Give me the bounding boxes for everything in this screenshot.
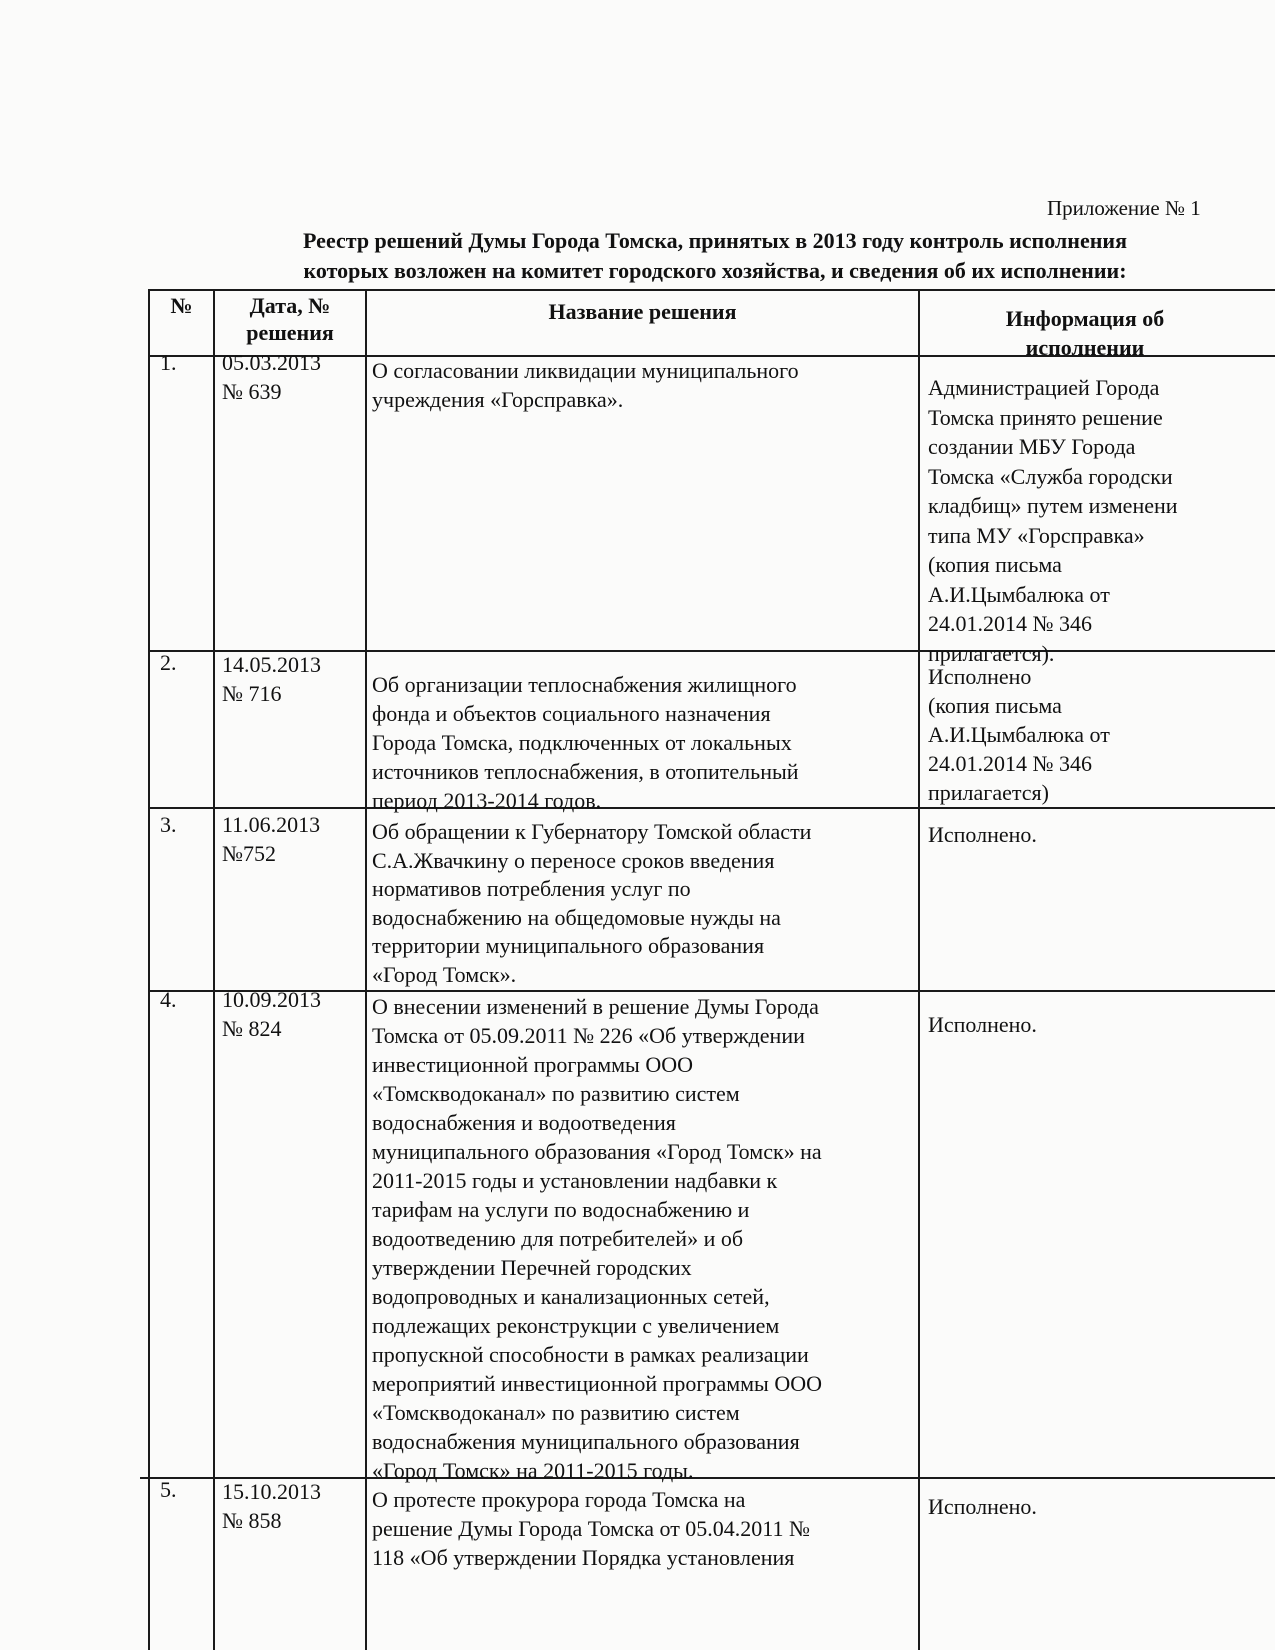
column-divider xyxy=(365,289,367,1650)
cell-num: 4. xyxy=(160,987,177,1012)
name-line: нормативов потребления услуг по xyxy=(372,876,691,901)
name-line: источников теплоснабжения, в отопительный xyxy=(372,759,799,784)
name-line: водоснабжения и водоотведения xyxy=(372,1110,676,1135)
name-line: Об организации теплоснабжения жилищного xyxy=(372,672,797,697)
cell-num: 5. xyxy=(160,1477,177,1502)
header-date-line: решения xyxy=(246,320,334,345)
name-line: С.А.Жвачкину о переносе сроков введения xyxy=(372,847,775,873)
header-info xyxy=(920,304,1250,362)
date-line: № 639 xyxy=(222,379,282,404)
name-line: водопроводных и канализационных сетей, xyxy=(372,1284,770,1309)
name-line: муниципального образования «Город Томск» на xyxy=(372,1139,822,1164)
cell-date xyxy=(222,348,362,406)
info-line: (копия письма xyxy=(928,693,1062,718)
info-line: А.И.Цымбалюка от xyxy=(928,581,1110,607)
date-line: № 858 xyxy=(222,1508,282,1533)
date-line: 10.09.2013 xyxy=(222,987,321,1012)
header-num: № xyxy=(170,293,193,318)
name-line: пропускной способности в рамках реализации xyxy=(372,1342,809,1367)
date-line: №752 xyxy=(222,841,276,866)
name-line: Томска от 05.09.2011 № 226 «Об утверждении xyxy=(372,1023,805,1048)
name-line: подлежащих реконструкции с увеличением xyxy=(372,1313,780,1338)
document-title xyxy=(150,226,1275,286)
header-info-line: Информация об xyxy=(1005,306,1165,331)
info-line: типа МУ «Горсправка» xyxy=(928,522,1145,548)
name-line: утверждении Перечней городских xyxy=(372,1255,692,1280)
info-line: Исполнено. xyxy=(928,1494,1037,1519)
name-line: «Город Томск» на 2011-2015 годы. xyxy=(372,1458,694,1483)
cell-info xyxy=(928,820,1275,849)
cell-date xyxy=(222,810,362,868)
cell-name xyxy=(372,356,912,414)
info-line: (копия письма xyxy=(928,552,1062,577)
cell-info xyxy=(928,1492,1275,1521)
info-line: кладбищ» путем изменени xyxy=(928,493,1178,518)
info-line: прилагается) xyxy=(928,780,1049,805)
date-line: 15.10.2013 xyxy=(222,1479,321,1504)
info-line: Томска принято решение xyxy=(928,404,1163,430)
info-line: создании МБУ Города xyxy=(928,434,1136,459)
name-line: «Томскводоканал» по развитию систем xyxy=(372,1081,740,1106)
name-line: О протесте прокурора города Томска на xyxy=(372,1487,746,1512)
header-info-line: исполнении xyxy=(1025,335,1145,360)
name-line: инвестиционной программы ООО xyxy=(372,1052,693,1077)
column-divider xyxy=(213,289,215,1650)
name-line: территории муниципального образования xyxy=(372,933,765,958)
column-divider xyxy=(148,289,150,1650)
name-line: водоснабжения муниципального образования xyxy=(372,1429,800,1454)
info-line: 24.01.2014 № 346 xyxy=(928,611,1092,636)
cell-name xyxy=(372,818,912,989)
name-line: Города Томска, подключенных от локальных xyxy=(372,730,792,755)
name-line: «Томскводоканал» по развитию систем xyxy=(372,1400,740,1425)
info-line: Исполнено xyxy=(928,664,1032,689)
name-line: 118 «Об утверждении Порядка установления xyxy=(372,1545,795,1570)
cell-date xyxy=(222,1477,362,1535)
column-divider xyxy=(918,289,920,1650)
name-line: О согласовании ликвидации муниципального xyxy=(372,358,799,383)
date-line: № 716 xyxy=(222,681,282,706)
info-line: Исполнено. xyxy=(928,822,1037,847)
header-date xyxy=(215,292,365,346)
cell-name xyxy=(372,992,912,1485)
name-line: О внесении изменений в решение Думы Города xyxy=(372,994,819,1019)
cell-num: 2. xyxy=(160,650,177,675)
name-line: период 2013-2014 годов. xyxy=(372,788,602,813)
name-line: решение Думы Города Томска от 05.04.2011 № xyxy=(372,1516,810,1541)
date-line: № 824 xyxy=(222,1016,282,1041)
name-line: мероприятий инвестиционной программы ООО xyxy=(372,1371,823,1396)
name-line: тарифам на услуги по водоснабжению и xyxy=(372,1197,750,1222)
date-line: 05.03.2013 xyxy=(222,350,321,375)
cell-info xyxy=(928,662,1275,807)
info-line: Томска «Служба городски xyxy=(928,463,1173,489)
header-name: Название решения xyxy=(548,299,737,324)
cell-date xyxy=(222,985,362,1043)
header-date-line: Дата, № xyxy=(249,293,331,318)
name-line: водоснабжению на общедомовые нужды на xyxy=(372,904,781,930)
name-line: фонда и объектов социального назначения xyxy=(372,701,771,726)
title-line: которых возложен на комитет городского хозяйства, и сведения об их исполнении: xyxy=(303,258,1127,283)
info-line: прилагается). xyxy=(928,640,1055,666)
info-line: Администрацией Города xyxy=(928,375,1160,400)
cell-info xyxy=(928,373,1275,668)
info-line: Исполнено. xyxy=(928,1012,1037,1037)
title-line: Реестр решений Думы Города Томска, принятых в 2013 году контроль исполнения xyxy=(303,228,1127,253)
name-line: Об обращении к Губернатору Томской области xyxy=(372,819,812,844)
date-line: 11.06.2013 xyxy=(222,812,321,837)
info-line: А.И.Цымбалюка от xyxy=(928,722,1110,747)
cell-date xyxy=(222,650,362,708)
name-line: водоотведению для потребителей» и об xyxy=(372,1226,744,1251)
cell-num: 3. xyxy=(160,812,177,837)
cell-info xyxy=(928,1010,1275,1039)
name-line: 2011-2015 годы и установлении надбавки к xyxy=(372,1168,778,1193)
name-line: «Город Томск». xyxy=(372,961,517,987)
info-line: 24.01.2014 № 346 xyxy=(928,751,1092,776)
cell-num: 1. xyxy=(160,350,177,375)
name-line: учреждения «Горсправка». xyxy=(372,387,624,412)
appendix-label: Приложение № 1 xyxy=(1047,196,1201,220)
cell-name xyxy=(372,670,912,815)
table-border xyxy=(148,289,1275,291)
date-line: 14.05.2013 xyxy=(222,652,321,677)
cell-name xyxy=(372,1485,912,1572)
